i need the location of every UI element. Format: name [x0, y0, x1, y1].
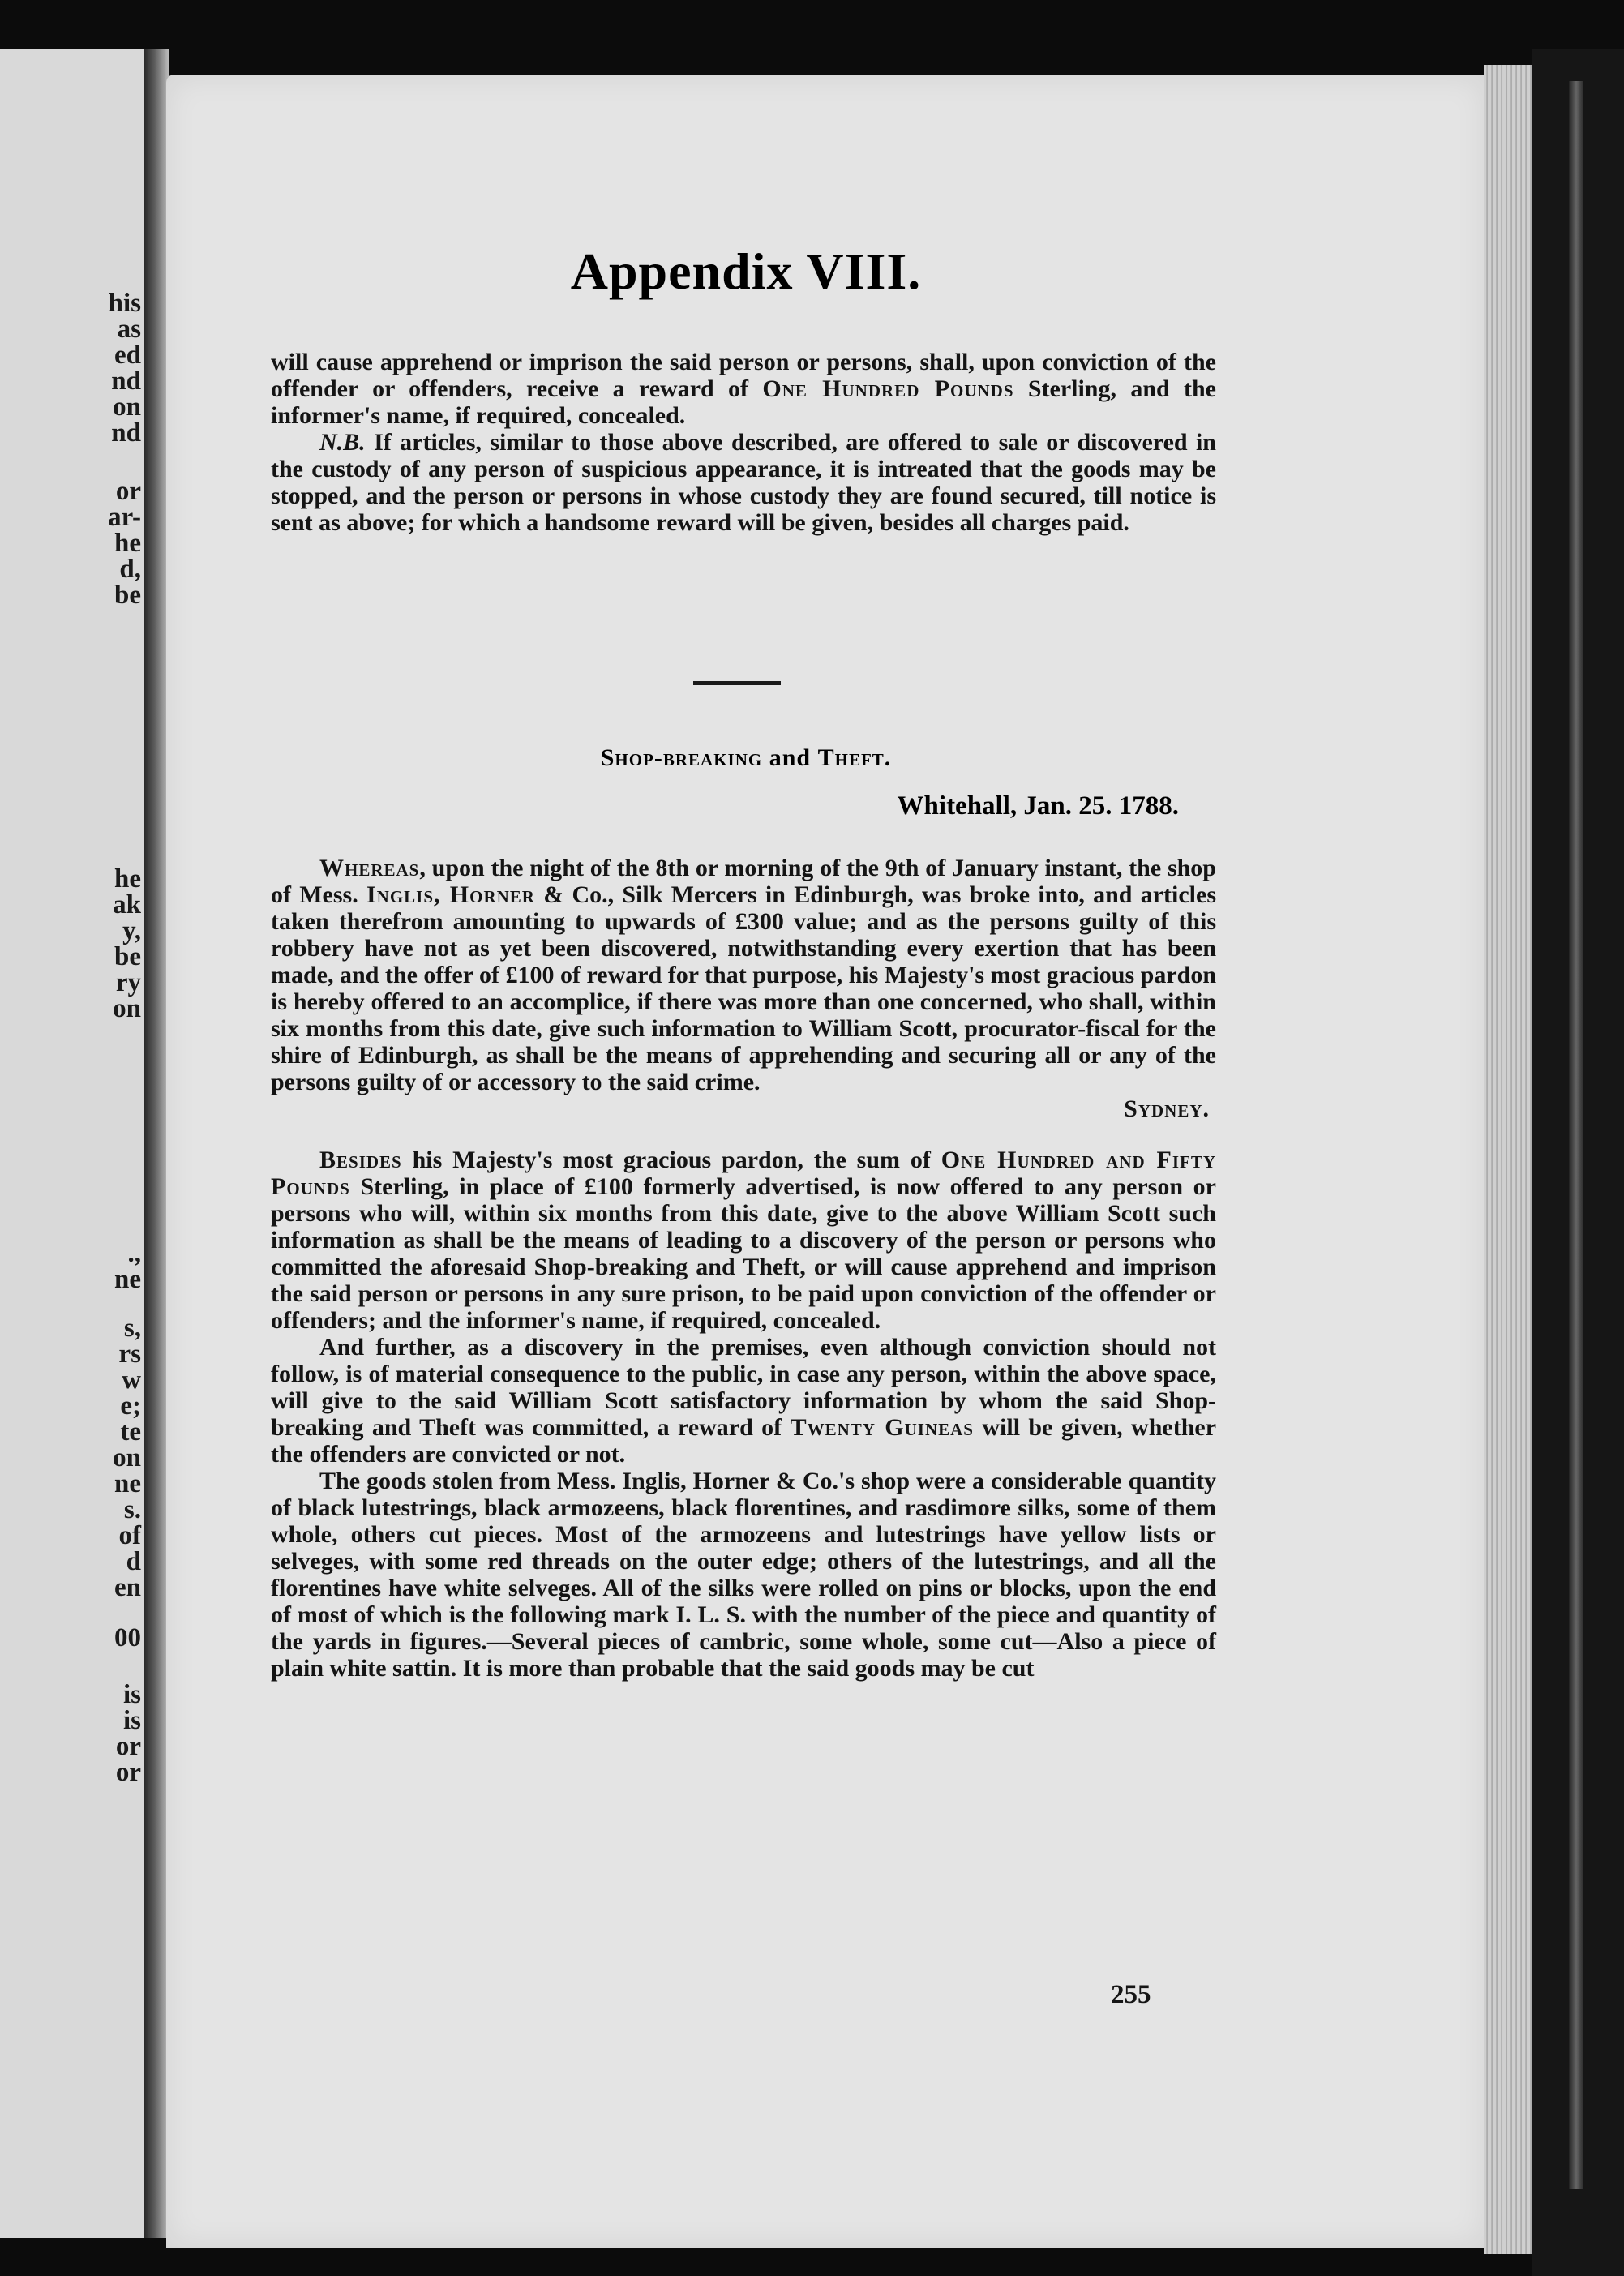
left-page-fragment: or	[115, 1758, 141, 1787]
whereas-lead: Whereas	[319, 855, 420, 881]
page-edges	[1484, 65, 1532, 2254]
intro-block	[271, 349, 1216, 536]
book-binding-strip	[1569, 81, 1583, 2189]
left-page-fragment: nd	[111, 418, 141, 448]
dateline: Whitehall, Jan. 25. 1788.	[897, 791, 1179, 821]
left-page-fragment: e;	[120, 1391, 141, 1421]
left-page-fragment: s.	[123, 1495, 141, 1524]
left-page-fragment: on	[113, 392, 141, 422]
left-page-fragment: d	[126, 1547, 141, 1576]
book-gutter	[144, 49, 169, 2238]
left-page-fragment: or	[115, 477, 141, 506]
intro-paragraph	[271, 349, 1216, 429]
left-page-fragment: nd	[111, 366, 141, 396]
left-page-fragment: be	[114, 581, 141, 610]
section-heading	[271, 744, 1221, 772]
left-page-fragment: he	[114, 864, 141, 894]
nb-text: If articles, similar to those above described, are offered to sale or discovered in the custody of any person of suspicious appearance, it is intreated that the goods may be stopped, and the person or persons in whose custody they are found secured, till notice is sent as above; for which a handsome reward will be given, besides all charges paid.	[271, 429, 1216, 536]
left-page-fragment: .,	[127, 1239, 141, 1268]
section-divider	[693, 681, 781, 685]
left-page-fragment: rs	[118, 1339, 141, 1369]
heading-part-2: Theft.	[817, 744, 892, 771]
left-page-fragment: s,	[123, 1314, 141, 1343]
left-page-fragment: his	[108, 289, 141, 318]
page-title: Appendix VIII.	[570, 242, 922, 300]
left-page-fragment: or	[115, 1732, 141, 1761]
merchant-names: Inglis, Horner	[366, 881, 535, 908]
left-page-fragment: en	[114, 1573, 141, 1602]
intro-tail: Sterling, and the informer's name, if required, concealed.	[271, 375, 1216, 429]
left-page-fragment: y,	[122, 916, 141, 945]
reward-amount: One Hundred Pounds	[762, 375, 1014, 402]
besides-text-b: Sterling, in place of £100 formerly advertised, is now offered to any person or persons who will, within six months from this date, give to the above William Scott such information as shall be the means of leading to a discovery of the person or persons who committed the aforesaid Shop-breaking and Theft, or will cause apprehend and imprison the said person or persons in any sure prison, to be paid upon conviction of the offender or offenders; and the informer's name, if required, concealed.	[271, 1173, 1216, 1334]
whereas-text-a: , upon the night of the 8th or morning of the 9th of January instant, the shop of Mess.	[271, 855, 1216, 908]
heading-part-1: Shop-breaking	[600, 744, 763, 771]
left-page-fragment: on	[113, 1443, 141, 1472]
nb-paragraph	[271, 429, 1216, 536]
left-page-fragment: he	[114, 529, 141, 558]
left-page-fragment: on	[113, 994, 141, 1023]
left-page-fragment: 00	[114, 1623, 141, 1652]
left-page-fragment: ed	[114, 341, 141, 370]
besides-lead: Besides	[319, 1147, 402, 1173]
left-page-fragment: ne	[114, 1469, 141, 1498]
left-page-fragment: ak	[113, 890, 141, 919]
left-page-fragment: w	[122, 1365, 141, 1395]
nb-label: N.B.	[319, 429, 366, 456]
besides-paragraph	[271, 1147, 1216, 1334]
besides-amount: One Hundred and Fifty Pounds	[271, 1147, 1217, 1200]
left-page-text-fragments	[0, 49, 144, 2238]
left-page-fragment: be	[114, 942, 141, 971]
proclamation-block	[271, 855, 1216, 1682]
left-page-fragment: is	[122, 1706, 141, 1735]
further-text-a: And further, as a discovery in the premises, even although conviction should not follow, is of material consequence to the public, in case any person, within the above space, will give to the said William Scott satisfactory information by whom the said Shop-breaking and Theft was committed, a reward of	[271, 1334, 1216, 1441]
left-page-fragment: ne	[114, 1265, 141, 1294]
left-page-fragment: of	[118, 1521, 141, 1550]
left-page-fragment: te	[120, 1417, 141, 1447]
left-page-fragment: ry	[115, 968, 141, 997]
left-page-fragment: d,	[119, 555, 141, 584]
whereas-paragraph	[271, 855, 1216, 1095]
whereas-text-b: & Co., Silk Mercers in Edinburgh, was broke into, and articles taken therefrom amounting to upwards of £300 value; and as the persons guilty of this robbery have not as yet been discovered, notwithstanding every exertion that has been made, and the offer of £100 of reward for that purpose, his Majesty's most gracious pardon is hereby offered to an accomplice, if there was more than one concerned, who shall, within six months from this date, give such information to William Scott, procurator-fiscal for the shire of Edinburgh, as shall be the means of apprehending and securing all or any of the persons guilty of or accessory to the said crime.	[271, 881, 1216, 1095]
heading-and: and	[762, 744, 818, 771]
further-text-b: will be given, whether the offenders are convicted or not.	[271, 1414, 1217, 1468]
besides-text-a: his Majesty's most gracious pardon, the sum of	[401, 1147, 941, 1173]
signature: Sydney.	[1124, 1095, 1210, 1122]
page-number: 255	[1111, 1980, 1151, 2009]
further-paragraph	[271, 1334, 1216, 1468]
intro-text: will cause apprehend or imprison the said person or persons, shall, upon conviction of the offender or offenders, receive a reward of	[271, 349, 1216, 402]
left-page-fragment: as	[117, 315, 141, 344]
guineas-amount: Twenty Guineas	[790, 1414, 974, 1441]
goods-paragraph: The goods stolen from Mess. Inglis, Horner & Co.'s shop were a considerable quantity of black lutestrings, black armozeens, black florentines, and rasdimore silks, some of them whole, others cut pieces. Most of the armozeens and lutestrings have yellow lists or selveges, with some red threads on the outer edge; others of the lutestrings, and all the florentines have white selveges. All of the silks were rolled on pins or blocks, upon the end of most of which is the following mark I. L. S. with the number of the piece and quantity of the yards in figures.—Several pieces of cambric, some whole, some cut—Also a piece of plain white sattin. It is more than probable that the said goods may be cut	[271, 1468, 1216, 1682]
left-page-fragment: ar-	[108, 503, 141, 532]
left-page-fragment: is	[122, 1680, 141, 1709]
left-page-edge	[0, 49, 144, 2238]
